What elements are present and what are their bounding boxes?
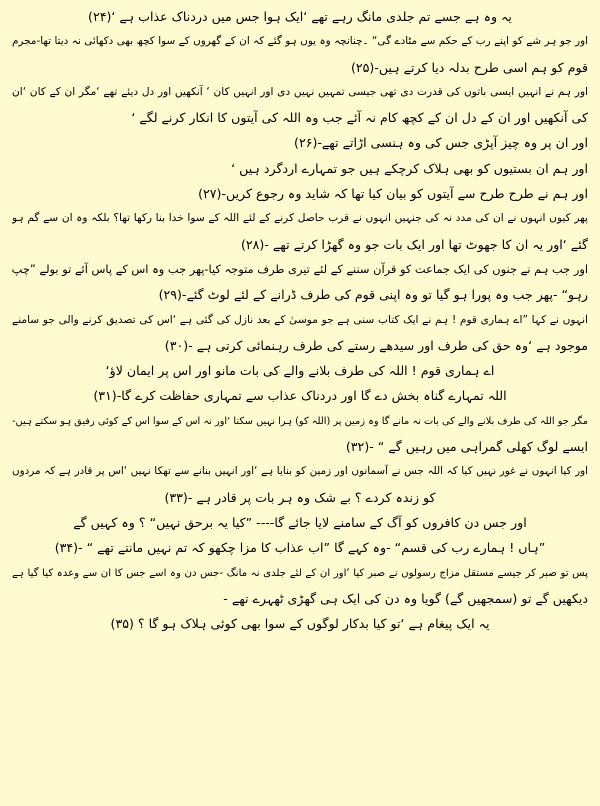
text-line: اور ہم ان بستیوں کو بھی ہلاک کرچکے ہیں جو تمہارے اردگرد ہیں ‘ xyxy=(231,160,588,176)
text-line: ”ہاں ! ہمارے رب کی قسم“ -وہ کہے گا ”اب عذاب کا مزا چکھو کہ تم نہیں مانتے تھے “ -(۳۴) xyxy=(54,540,546,556)
text-line: اور ہم نے انہیں ایسی باتوں کی قدرت دی تھی جیسی تمہیں نہیں دی اور انہیں کان ‘ آنکھیں اور دل دیئے تھے ‘مگر ان کے کان ‘ان xyxy=(12,85,588,98)
text-line: انہوں نے کہا ”اے ہماری قوم ! ہم نے ایک کتاب سنی ہے جو موسیٰ کے بعد نازل کی گئی ہے ‘اس کی تصدیق کرنے والی جو سامنے xyxy=(12,313,588,326)
text-line: اور کیا انہوں نے غور نہیں کیا کہ اللہ جس نے آسمانوں اور زمین کو بنایا ہے ‘اور انہیں بنانے سے تھکا نہیں ‘اس پر قادر ہے کہ مردوں xyxy=(12,465,588,478)
text-line: اور ہم نے طرح طرح سے آیتوں کو بیان کیا تھا کہ شاید وہ رجوع کریں-(۲۷) xyxy=(198,186,588,202)
text-line: رہو“ -پھر جب وہ پورا ہو گیا تو وہ اپنی قوم کی طرف ڈرانے کے لئے لوٹ گئے-(۲۹) xyxy=(158,287,588,303)
text-line: کی آنکھیں اور ان کے دل ان کے کچھ کام نہ آئے جب وہ اللہ کی آیتوں کا انکار کرنے لگے ‘ xyxy=(131,110,588,126)
text-line: قوم کو ہم اسی طرح بدلہ دیا کرتے ہیں-(۲۵) xyxy=(350,59,588,75)
text-line: پس تو صبر کر جیسے مستقل مزاج رسولوں نے صبر کیا ‘اور ان کے لئے جلدی نہ مانگ -جس دن وہ اسے جس کا ان سے وعدہ کیا گیا ہے xyxy=(12,567,588,579)
text-line: گئے ‘اور یہ ان کا جھوٹ تھا اور ایک بات جو وہ گھڑا کرتے تھے -(۲۸) xyxy=(240,236,588,252)
text-line: اور جس دن کافروں کو آگ کے سامنے لایا جائے گا---- ”کیا یہ برحق نہیں“ ؟ وہ کہیں گے xyxy=(73,514,527,530)
text-line: اور جو ہر شے کو اپنے رب کے حکم سے مٹادے گی“ ۔چنانچہ وہ یوں ہو گئے کہ ان کے گھروں کے سوا کچھ بھی دکھائی نہ دیتا تھا-مجرم xyxy=(12,35,588,48)
text-line: موجود ہے ‘وہ حق کی طرف اور سیدھے رستے کی طرف رہنمائی کرتی ہے -(۳۰) xyxy=(164,337,588,353)
text-line: اور جب ہم نے جنوں کی ایک جماعت کو قرآن سننے کے لئے تیری طرف متوجہ کیا-پھر جب وہ اس کے پاس آئے تو بولے ”چپ xyxy=(12,261,588,276)
text-line: کو زندہ کردے ؟ بے شک وہ ہر بات پر قادر ہے -(۳۳) xyxy=(164,489,436,505)
text-line: اور ان پر وہ چیز آپڑی جس کی وہ ہنسی اڑاتے تھے-(۲۶) xyxy=(294,135,588,151)
text-line: اللہ تمہارے گناہ بخش دے گا اور دردناک عذاب سے تمہاری حفاظت کرے گا-(۳۱) xyxy=(93,388,507,404)
text-line: اے ہماری قوم ! اللہ کی طرف بلانے والے کی بات مانو اور اس پر ایمان لاؤ‘ xyxy=(105,363,495,379)
text-line: دیکھیں گے تو (سمجھیں گے) گویا وہ دن کی ایک ہی گھڑی ٹھہرے تھے - xyxy=(223,590,588,606)
text-line: یہ ایک پیغام ہے ‘تو کیا بدکار لوگوں کے سوا بھی کوئی ہلاک ہو گا ؟ (۳۵) xyxy=(110,616,490,632)
text-line: ایسے لوگ کھلی گمراہی میں رہیں گے “ -(۳۲) xyxy=(345,439,588,455)
text-line: مگر جو اللہ کی طرف بلانے والے کی بات نہ مانے گا وہ زمین پر (اللہ کو) ہرا نہیں سکتا ‘اور نہ اس کے سوا اس کے کوئی رفیق ہو سکتے ہیں- xyxy=(12,415,588,427)
text-line: یہ وہ ہے جسے تم جلدی مانگ رہے تھے ‘ایک ہوا جس میں دردناک عذاب ہے ‘(۲۴) xyxy=(88,9,512,24)
text-line: پھر کیوں انہوں نے ان کی مدد نہ کی جنہیں انہوں نے قرب حاصل کرنے کے لئے اللہ کے سوا خدا بنا رکھا تھا؟ بلکہ وہ ان سے گم ہو xyxy=(12,212,588,225)
